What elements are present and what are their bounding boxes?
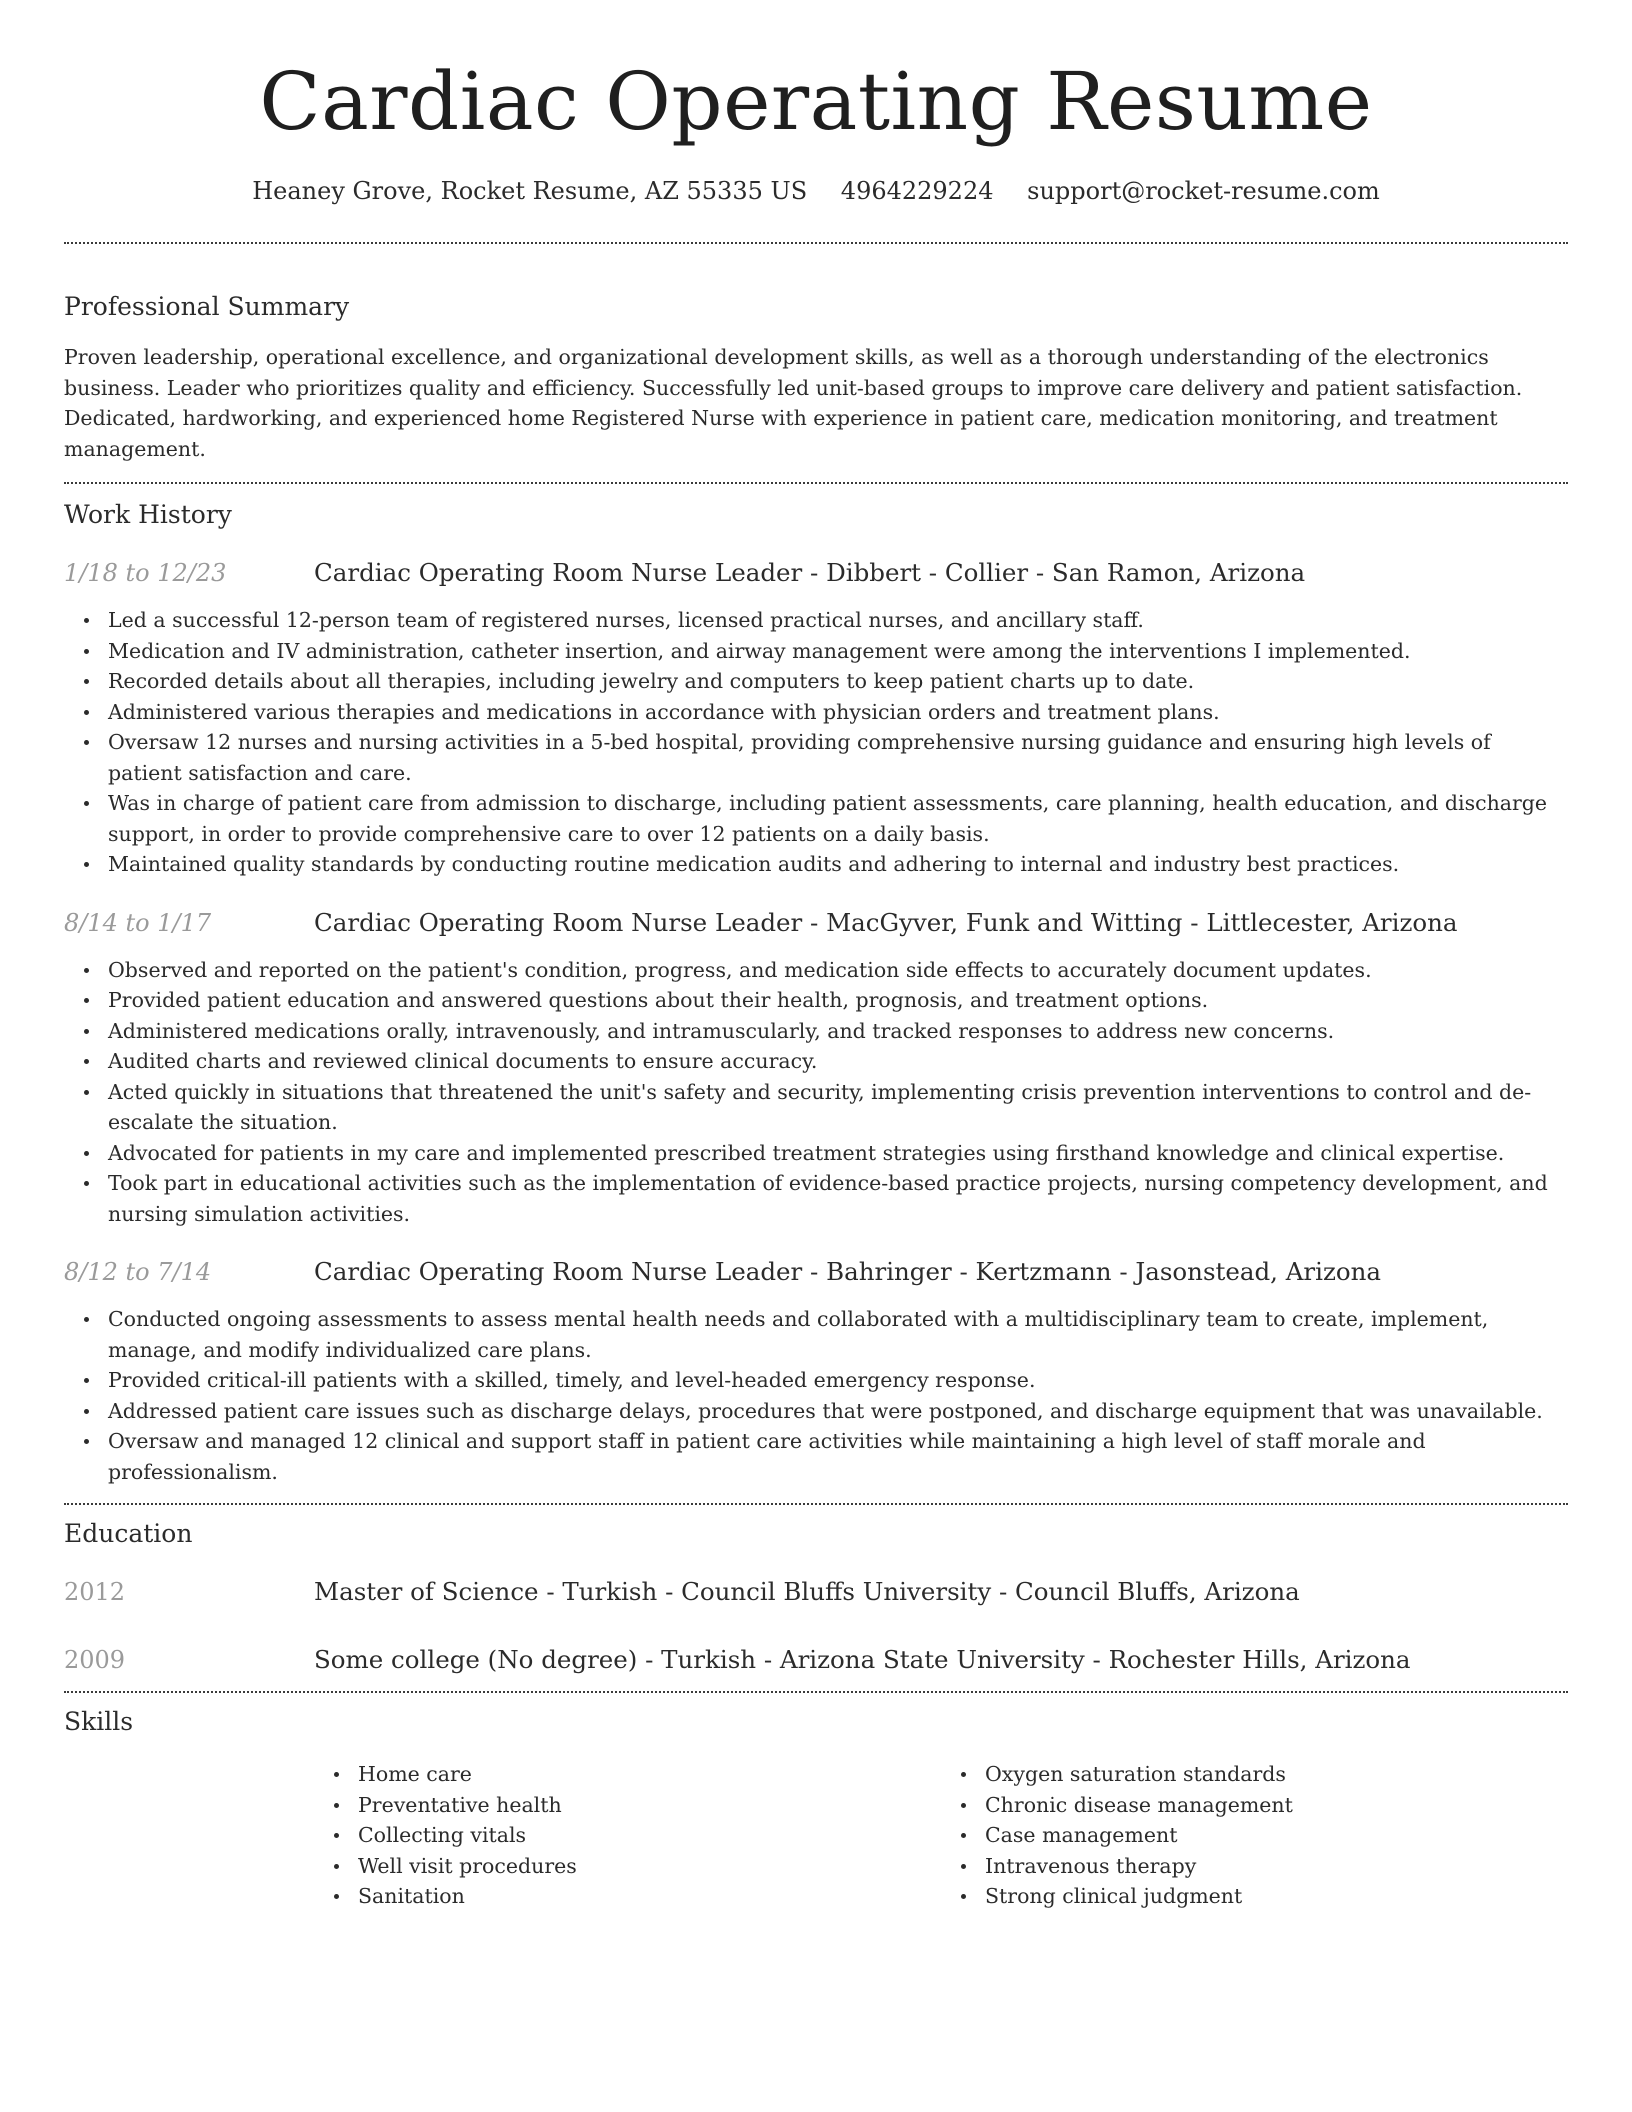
skill-item: Sanitation (358, 1881, 941, 1912)
job-bullets (64, 605, 1568, 880)
education-year: 2009 (64, 1646, 126, 1674)
education-text: Some college (No degree) - Turkish - Arizona State University - Rochester Hills, Arizona (314, 1645, 1411, 1674)
education-year: 2012 (64, 1578, 126, 1606)
job-bullets (64, 955, 1568, 1230)
skills-right-list (941, 1759, 1568, 1912)
skill-item: Chronic disease management (985, 1790, 1568, 1821)
list-item: Conducted ongoing assessments to assess mental health needs and collaborated with a multidisciplinary team to create, implement, manage, and modify individualized care plans. (108, 1304, 1568, 1365)
list-item: Observed and reported on the patient's condition, progress, and medication side effects to accurately document updates. (108, 955, 1568, 986)
section-title-skills: Skills (64, 1707, 134, 1736)
skill-item: Well visit procedures (358, 1851, 941, 1882)
job-dates: 1/18 to 12/23 (64, 559, 227, 587)
list-item: Maintained quality standards by conducting routine medication audits and adhering to internal and industry best practices. (108, 849, 1568, 880)
skills-section (64, 1705, 1568, 1912)
list-item: Was in charge of patient care from admission to discharge, including patient assessments, care planning, health education, and discharge support, in order to provide comprehensive care to over 12 patients on a daily basis. (108, 788, 1568, 849)
list-item: Provided critical-ill patients with a skilled, timely, and level-headed emergency response. (108, 1365, 1568, 1396)
skill-item: Oxygen saturation standards (985, 1759, 1568, 1790)
list-item: Administered various therapies and medications in accordance with physician orders and treatment plans. (108, 697, 1568, 728)
list-item: Oversaw and managed 12 clinical and support staff in patient care activities while maintaining a high level of staff morale and professionalism. (108, 1426, 1568, 1487)
contact-address: Heaney Grove, Rocket Resume, AZ 55335 US (252, 177, 808, 205)
list-item: Advocated for patients in my care and implemented prescribed treatment strategies using firsthand knowledge and clinical expertise. (108, 1138, 1568, 1169)
divider-work (64, 1503, 1568, 1505)
job-heading: Cardiac Operating Room Nurse Leader - Bahringer - Kertzmann - Jasonstead, Arizona (314, 1257, 1382, 1286)
list-item: Acted quickly in situations that threatened the unit's safety and security, implementing crisis prevention interventions to control and de-escalate the situation. (108, 1077, 1568, 1138)
list-item: Oversaw 12 nurses and nursing activities in a 5-bed hospital, providing comprehensive nursing guidance and ensuring high levels of patient satisfaction and care. (108, 727, 1568, 788)
job-entry (64, 1255, 1568, 1487)
divider-education (64, 1691, 1568, 1693)
job-bullets (64, 1304, 1568, 1487)
education-entry (64, 1643, 1568, 1677)
job-entry (64, 906, 1568, 1230)
list-item: Medication and IV administration, catheter insertion, and airway management were among the interventions I implemented. (108, 636, 1568, 667)
skill-item: Strong clinical judgment (985, 1881, 1568, 1912)
summary-text: Proven leadership, operational excellence, and organizational development skills, as well as a thorough understanding of the electronics business. Leader who prioritizes quality and efficiency. Successfully led unit-based groups to improve care delivery and patient satisfaction. Dedicated, hardworking, and experienced home Registered Nurse with experience in patient care, medication monitoring, and treatment management. (64, 345, 1523, 461)
list-item: Recorded details about all therapies, including jewelry and computers to keep patient charts up to date. (108, 666, 1568, 697)
job-heading: Cardiac Operating Room Nurse Leader - Dibbert - Collier - San Ramon, Arizona (314, 558, 1306, 587)
contact-phone: 4964229224 (840, 177, 994, 205)
work-section (64, 498, 1568, 1487)
list-item: Audited charts and reviewed clinical documents to ensure accuracy. (108, 1046, 1568, 1077)
job-dates: 8/12 to 7/14 (64, 1258, 212, 1286)
skill-item: Collecting vitals (358, 1820, 941, 1851)
skill-item: Preventative health (358, 1790, 941, 1821)
list-item: Provided patient education and answered questions about their health, prognosis, and treatment options. (108, 985, 1568, 1016)
list-item: Administered medications orally, intravenously, and intramuscularly, and tracked responses to address new concerns. (108, 1016, 1568, 1047)
skill-item: Intravenous therapy (985, 1851, 1568, 1882)
education-text: Master of Science - Turkish - Council Bluffs University - Council Bluffs, Arizona (314, 1577, 1300, 1606)
contact-line (64, 174, 1568, 208)
skills-left-list (314, 1759, 941, 1912)
contact-email: support@rocket-resume.com (1027, 177, 1380, 205)
skill-item: Case management (985, 1820, 1568, 1851)
job-heading: Cardiac Operating Room Nurse Leader - MacGyver, Funk and Witting - Littlecester, Arizona (314, 907, 1458, 937)
list-item: Took part in educational activities such as the implementation of evidence-based practice projects, nursing competency development, and nursing simulation activities. (108, 1168, 1568, 1229)
list-item: Led a successful 12-person team of registered nurses, licensed practical nurses, and ancillary staff. (108, 605, 1568, 636)
skill-item: Home care (358, 1759, 941, 1790)
summary-section (64, 290, 1568, 464)
section-title-education: Education (64, 1519, 193, 1548)
job-dates: 8/14 to 1/17 (64, 908, 212, 937)
section-title-summary: Professional Summary (64, 292, 350, 321)
divider-summary (64, 482, 1568, 484)
list-item: Addressed patient care issues such as discharge delays, procedures that were postponed, and discharge equipment that was unavailable. (108, 1396, 1568, 1427)
job-entry (64, 556, 1568, 880)
education-entry (64, 1575, 1568, 1609)
skills-columns (314, 1759, 1568, 1912)
education-section (64, 1517, 1568, 1677)
section-title-work: Work History (64, 500, 232, 529)
divider-header (64, 242, 1568, 244)
resume-name: Cardiac Operating Resume (259, 55, 1373, 148)
